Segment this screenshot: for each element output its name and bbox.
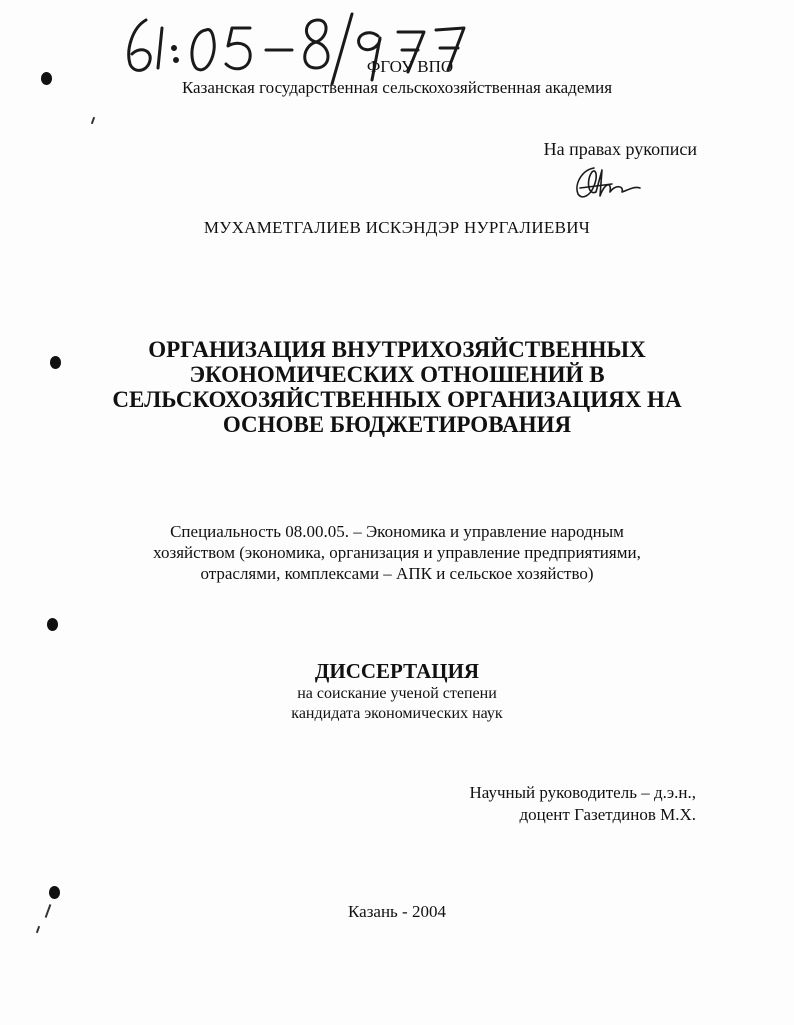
title-line: ЭКОНОМИЧЕСКИХ ОТНОШЕНИЙ В	[189, 362, 605, 387]
degree-line: на соискание ученой степени	[297, 685, 497, 702]
specialty-line: хозяйством (экономика, организация и управление предприятиями,	[153, 543, 641, 562]
specialty-description	[0, 521, 794, 584]
title-line: ОСНОВЕ БЮДЖЕТИРОВАНИЯ	[222, 412, 572, 437]
author-signature	[572, 162, 644, 202]
punch-hole	[49, 886, 60, 899]
punch-hole	[41, 72, 52, 85]
scientific-supervisor	[470, 782, 696, 826]
degree-description	[0, 684, 794, 724]
dissertation-title	[0, 337, 794, 437]
document-type: ДИССЕРТАЦИЯ	[314, 659, 480, 683]
specialty-line: отраслями, комплексами – АПК и сельское хозяйство)	[200, 564, 594, 583]
organization-short-name: ФГОУ ВПО	[366, 57, 454, 76]
punch-hole	[47, 618, 58, 631]
scan-speck	[36, 926, 40, 933]
manuscript-rights-note: На правах рукописи	[543, 139, 697, 159]
supervisor-line: Научный руководитель – д.э.н.,	[469, 783, 696, 802]
author-name: МУХАМЕТГАЛИЕВ ИСКЭНДЭР НУРГАЛИЕВИЧ	[203, 218, 591, 237]
city-and-year: Казань - 2004	[348, 902, 446, 921]
title-line: СЕЛЬСКОХОЗЯЙСТВЕННЫХ ОРГАНИЗАЦИЯХ НА	[112, 387, 682, 412]
organization-full-name: Казанская государственная сельскохозяйственная академия	[181, 78, 613, 97]
title-line: ОРГАНИЗАЦИЯ ВНУТРИХОЗЯЙСТВЕННЫХ	[148, 337, 646, 362]
supervisor-line: доцент Газетдинов М.Х.	[519, 805, 696, 824]
degree-line: кандидата экономических наук	[291, 705, 503, 722]
punch-hole	[50, 356, 61, 369]
specialty-line: Специальность 08.00.05. – Экономика и управление народным	[170, 522, 624, 541]
scan-speck	[91, 117, 95, 124]
